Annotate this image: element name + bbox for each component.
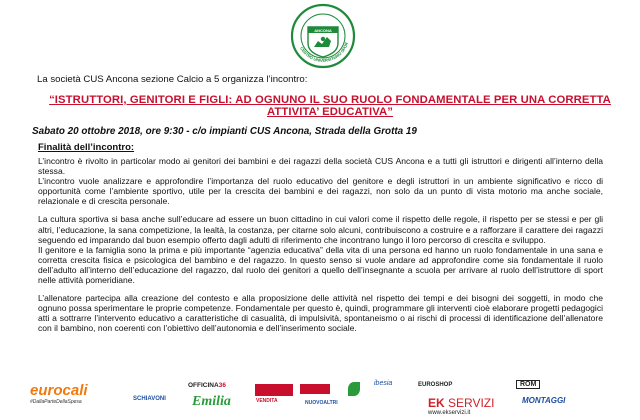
body-text [38, 156, 603, 334]
section-heading: Finalità dell’incontro: [38, 142, 135, 153]
iberia-wordmark: ibesia [374, 380, 393, 387]
rom-logo [516, 380, 540, 389]
officina-number: 36 [218, 382, 226, 389]
schiavoni-logo [133, 396, 166, 402]
event-title: “ISTRUTTORI, GENITORI E FIGLI: AD OGNUNO IL SUO RUOLO FONDAMENTALE PER UNA CORRETTA ATTIVITA’ EDUCATIVA” [49, 94, 611, 118]
svg-text:CENTRO UNIVERSITARIO SPORTIVO: CENTRO UNIVERSITARIO SPOR [299, 41, 350, 63]
officina-logo [188, 382, 226, 389]
officina-wordmark: OFFICINA [188, 382, 219, 389]
eurocali-wordmark: eurocali [30, 382, 88, 399]
vendita-logo [255, 384, 293, 396]
eurocali-logo [30, 382, 88, 405]
paragraph: Il genitore e la famiglia sono la prima e più importante “agenzia educativa” della vita di una persona ed hanno un ruolo fondamentale in una sana e corretta crescita fisica e psicologica del bambino e del ragazzo. In questo senso si vuole andare ad approfondire come sia fondamentale il ruolo dell’adulto all’interno dell’educazione del ragazzo, dal ruolo dei genitori a quello dell’insegnante a scuola per arrivare al ruolo dell’istruttore di sport nelle attività pomeridiane. [38, 244, 603, 286]
rom-wordmark: ROM [520, 381, 537, 388]
paragraph: L’incontro è rivolto in particolar modo ai genitori dei bambini e dei ragazzi della società CUS Ancona e a tutti gli istruttori e dirigenti all’interno della stessa. [38, 156, 603, 177]
eurocali-tagline: #DallaParteDellaSpesa [30, 399, 82, 405]
ek-wordmark: EK [428, 396, 445, 410]
paragraph: L’incontro vuole analizzare e approfondire l’importanza del ruolo educativo del genitore e degli istruttori in un ambiente significativo e ricco di opportunità come l’ambiente sportivo, utile per la crescita dei bambini e dei ragazzi, non solo da un punto di vista motorio ma anche sociale, relazionale e di crescita personale. [38, 176, 603, 207]
intro-line: La società CUS Ancona sezione Calcio a 5 organizza l’incontro: [37, 74, 308, 85]
euroshop-logo [418, 382, 452, 388]
schiavoni-wordmark: SCHIAVONI [133, 396, 166, 402]
paragraph: L’allenatore partecipa alla creazione del contesto e alla proposizione delle attività nel rispetto dei tempi e dei bisogni dei soggetti, in modo che ognuno possa sperimentare le proprie competenze. Fondamentale per questo è, quindi, programmare gli interventi cioè elaborare progetti pedagogici atti a sottrarre l’intervento educativo a caratteristiche di casualità, di impulsività, spontaneismo o ai rischi di processi di identificazione dell’allenatore con il bambino, non coerenti con l’obiettivo dell’autonomia e dell’inserimento sociale. [38, 293, 603, 334]
nuovoaltri-logo [305, 400, 338, 406]
ek-servizi-logo [428, 396, 494, 416]
ek-url: www.ekservizi.it [428, 410, 471, 416]
nuovoaltri-wordmark: NUOVOALTRI [305, 400, 338, 406]
sponsor-bar [0, 378, 640, 420]
vendita-label: VENDITA [256, 398, 278, 404]
red-badge-logo [300, 384, 330, 394]
iberia-logo [374, 380, 392, 387]
montaggi-logo [522, 396, 565, 405]
euroshop-wordmark: EUROSHOP [418, 382, 453, 388]
montaggi-wordmark: MONTAGGI [522, 396, 566, 405]
servizi-wordmark: SERVIZI [448, 396, 495, 410]
green-leaf-icon [348, 382, 360, 396]
svg-text:ANCONA: ANCONA [314, 28, 332, 33]
cus-ancona-logo [286, 3, 360, 69]
emilia-wordmark: Emilia [192, 394, 231, 409]
event-date-location: Sabato 20 ottobre 2018, ore 9:30 - c/o impianti CUS Ancona, Strada della Grotta 19 [32, 126, 417, 137]
paragraph: La cultura sportiva si basa anche sull’educare ad essere un buon cittadino in cui valori come il rispetto delle regole, il rispetto per se stessi e per gli altri, l’educazione, la sana competizione, la lealtà, la costanza, per citarne solo alcuni, contribuiscono a costruire e a rafforzare il carattere dei ragazzi seguendo ed imparando dal buon esempio offerto dagli adulti di riferimento che incontrano lungo il loro percorso di crescita e sviluppo. [38, 214, 603, 245]
emilia-logo [192, 394, 231, 410]
